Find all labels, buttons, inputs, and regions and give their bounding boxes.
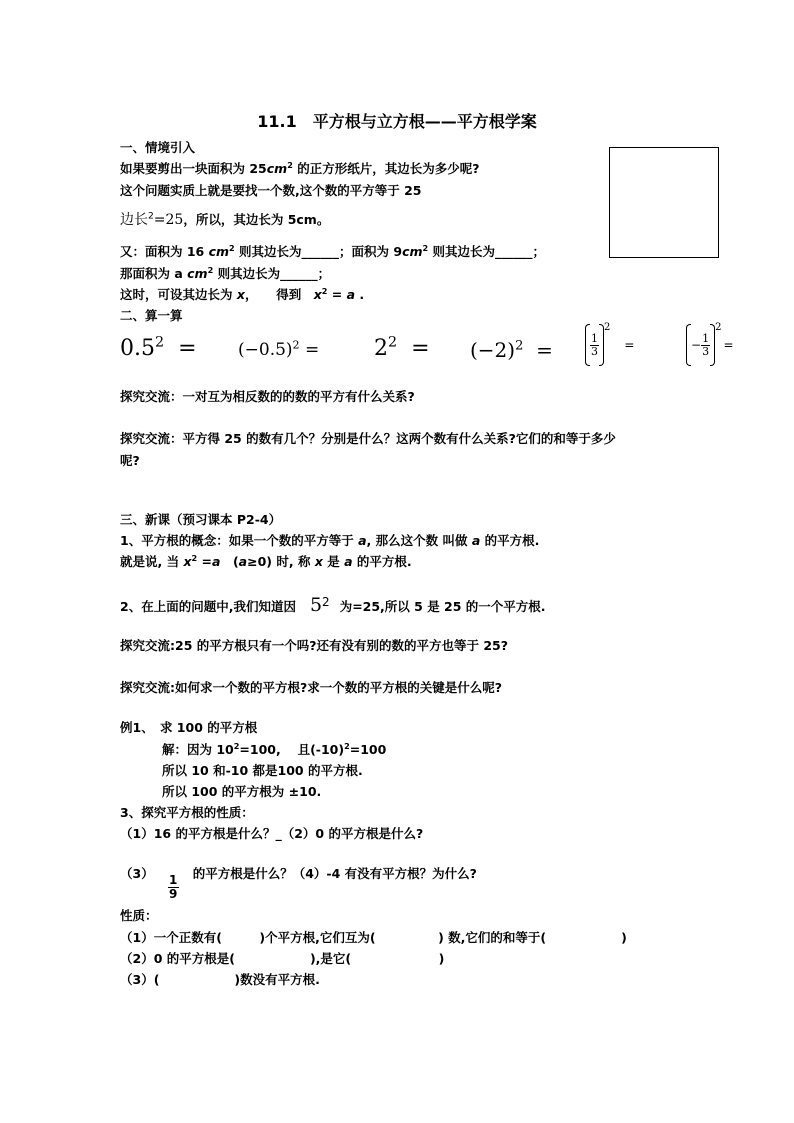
properties-heading: 性质： (120, 908, 158, 923)
question-how-to-find: 探究交流:如何求一个数的平方根?求一个数的平方根的关键是什么呢? (120, 680, 503, 695)
example-1-title: 例1、 求 100 的平方根 (120, 720, 258, 735)
explore-properties-heading: 3、探究平方根的性质： (120, 805, 254, 820)
property-2: （2）0 的平方根是( ),是它( ) (120, 951, 445, 966)
definition-line-2: 就是说, 当 $x^2 =a$ (a≥0) 时, 称 x 是 a 的平方根. (120, 552, 412, 569)
question-square-25-a: 探究交流：平方得 25 的数有几个？分别是什么？这两个数有什么关系?它们的和等于多少 (120, 431, 616, 446)
sec1-line-3: 边长$^2$=25，所以，其边长为 5cm。 (120, 211, 330, 228)
question-1-9-and-neg4: （3） $\frac{1}{9}$ 的平方根是什么？（4）-4 有没有平方根？为什么? (120, 866, 477, 901)
example-5-squared: 2、在上面的问题中,我们知道因 $5^2$ 为=25,所以 5 是 25 的一个平方根. (120, 594, 546, 616)
section-1-heading: 一、情境引入 (120, 140, 196, 155)
question-16-and-0: （1）16 的平方根是什么？_（2）0 的平方根是什么? (120, 826, 424, 841)
sec1-line-4: 又：面积为 16 $cm^2$ 则其边长为______；面积为 $9cm^2$ 则其边长为______； (120, 242, 546, 259)
expr-neg0.5-squared: $(-0.5)^2$ = (238, 338, 320, 360)
question-square-25-b: 呢? (120, 453, 140, 468)
question-25-roots: 探究交流:25 的平方根只有一个吗?还有没有别的数的平方也等于 25? (120, 638, 508, 653)
sec1-line-2: 这个问题实质上就是要找一个数,这个数的平方等于 25 (120, 183, 422, 198)
property-3: （3）( )数没有平方根. (120, 972, 320, 987)
definition-line-1: 1、平方根的概念：如果一个数的平方等于 a, 那么这个数 叫做 a 的平方根. (120, 533, 540, 548)
fraction-neg-one-third: $\frac{1}{3}$ (702, 331, 710, 358)
property-1: （1）一个正数有( )个平方根,它们互为( ) 数,它们的和等于( ) (120, 930, 627, 945)
fraction-one-third: $\frac{1}{3}$ (591, 331, 598, 358)
expr-one-third-squared: $\frac{1}{3}$ 2 = (585, 322, 634, 368)
example-1-step-3: 所以 100 的平方根为 ±10. (162, 784, 322, 799)
expr-2-squared: $2^2$ = (374, 334, 430, 361)
square-figure (609, 147, 719, 258)
expr-neg-one-third-squared: − $\frac{1}{3}$ 2 = (686, 322, 734, 368)
example-1-step-2: 所以 10 和-10 都是100 的平方根. (162, 763, 363, 778)
example-1-solution: 解：因为 $10^2=100$, 且$(-10)^2=100$ (162, 740, 387, 757)
sec1-line-5: 那面积为 a $cm^2$ 则其边长为______； (120, 264, 331, 281)
section-3-heading: 三、新课（预习课本 P2-4） (120, 512, 282, 527)
sec1-line-1: 如果要剪出一块面积为 $25cm^2$ 的正方形纸片，其边长为多少呢? (120, 159, 480, 176)
sec1-line-6: 这时，可设其边长为 x， 得到 $x^2 = a$ . (120, 285, 365, 302)
question-opposite-squares: 探究交流：一对互为相反数的的数的平方有什么关系? (120, 389, 415, 404)
expr-neg2-squared: $(-2)^2$ = (470, 338, 553, 362)
page-title: 11.1 平方根与立方根——平方根学案 (257, 112, 537, 131)
expr-0.5-squared: $0.5^2$ = (120, 334, 197, 361)
section-2-heading: 二、算一算 (120, 308, 183, 323)
